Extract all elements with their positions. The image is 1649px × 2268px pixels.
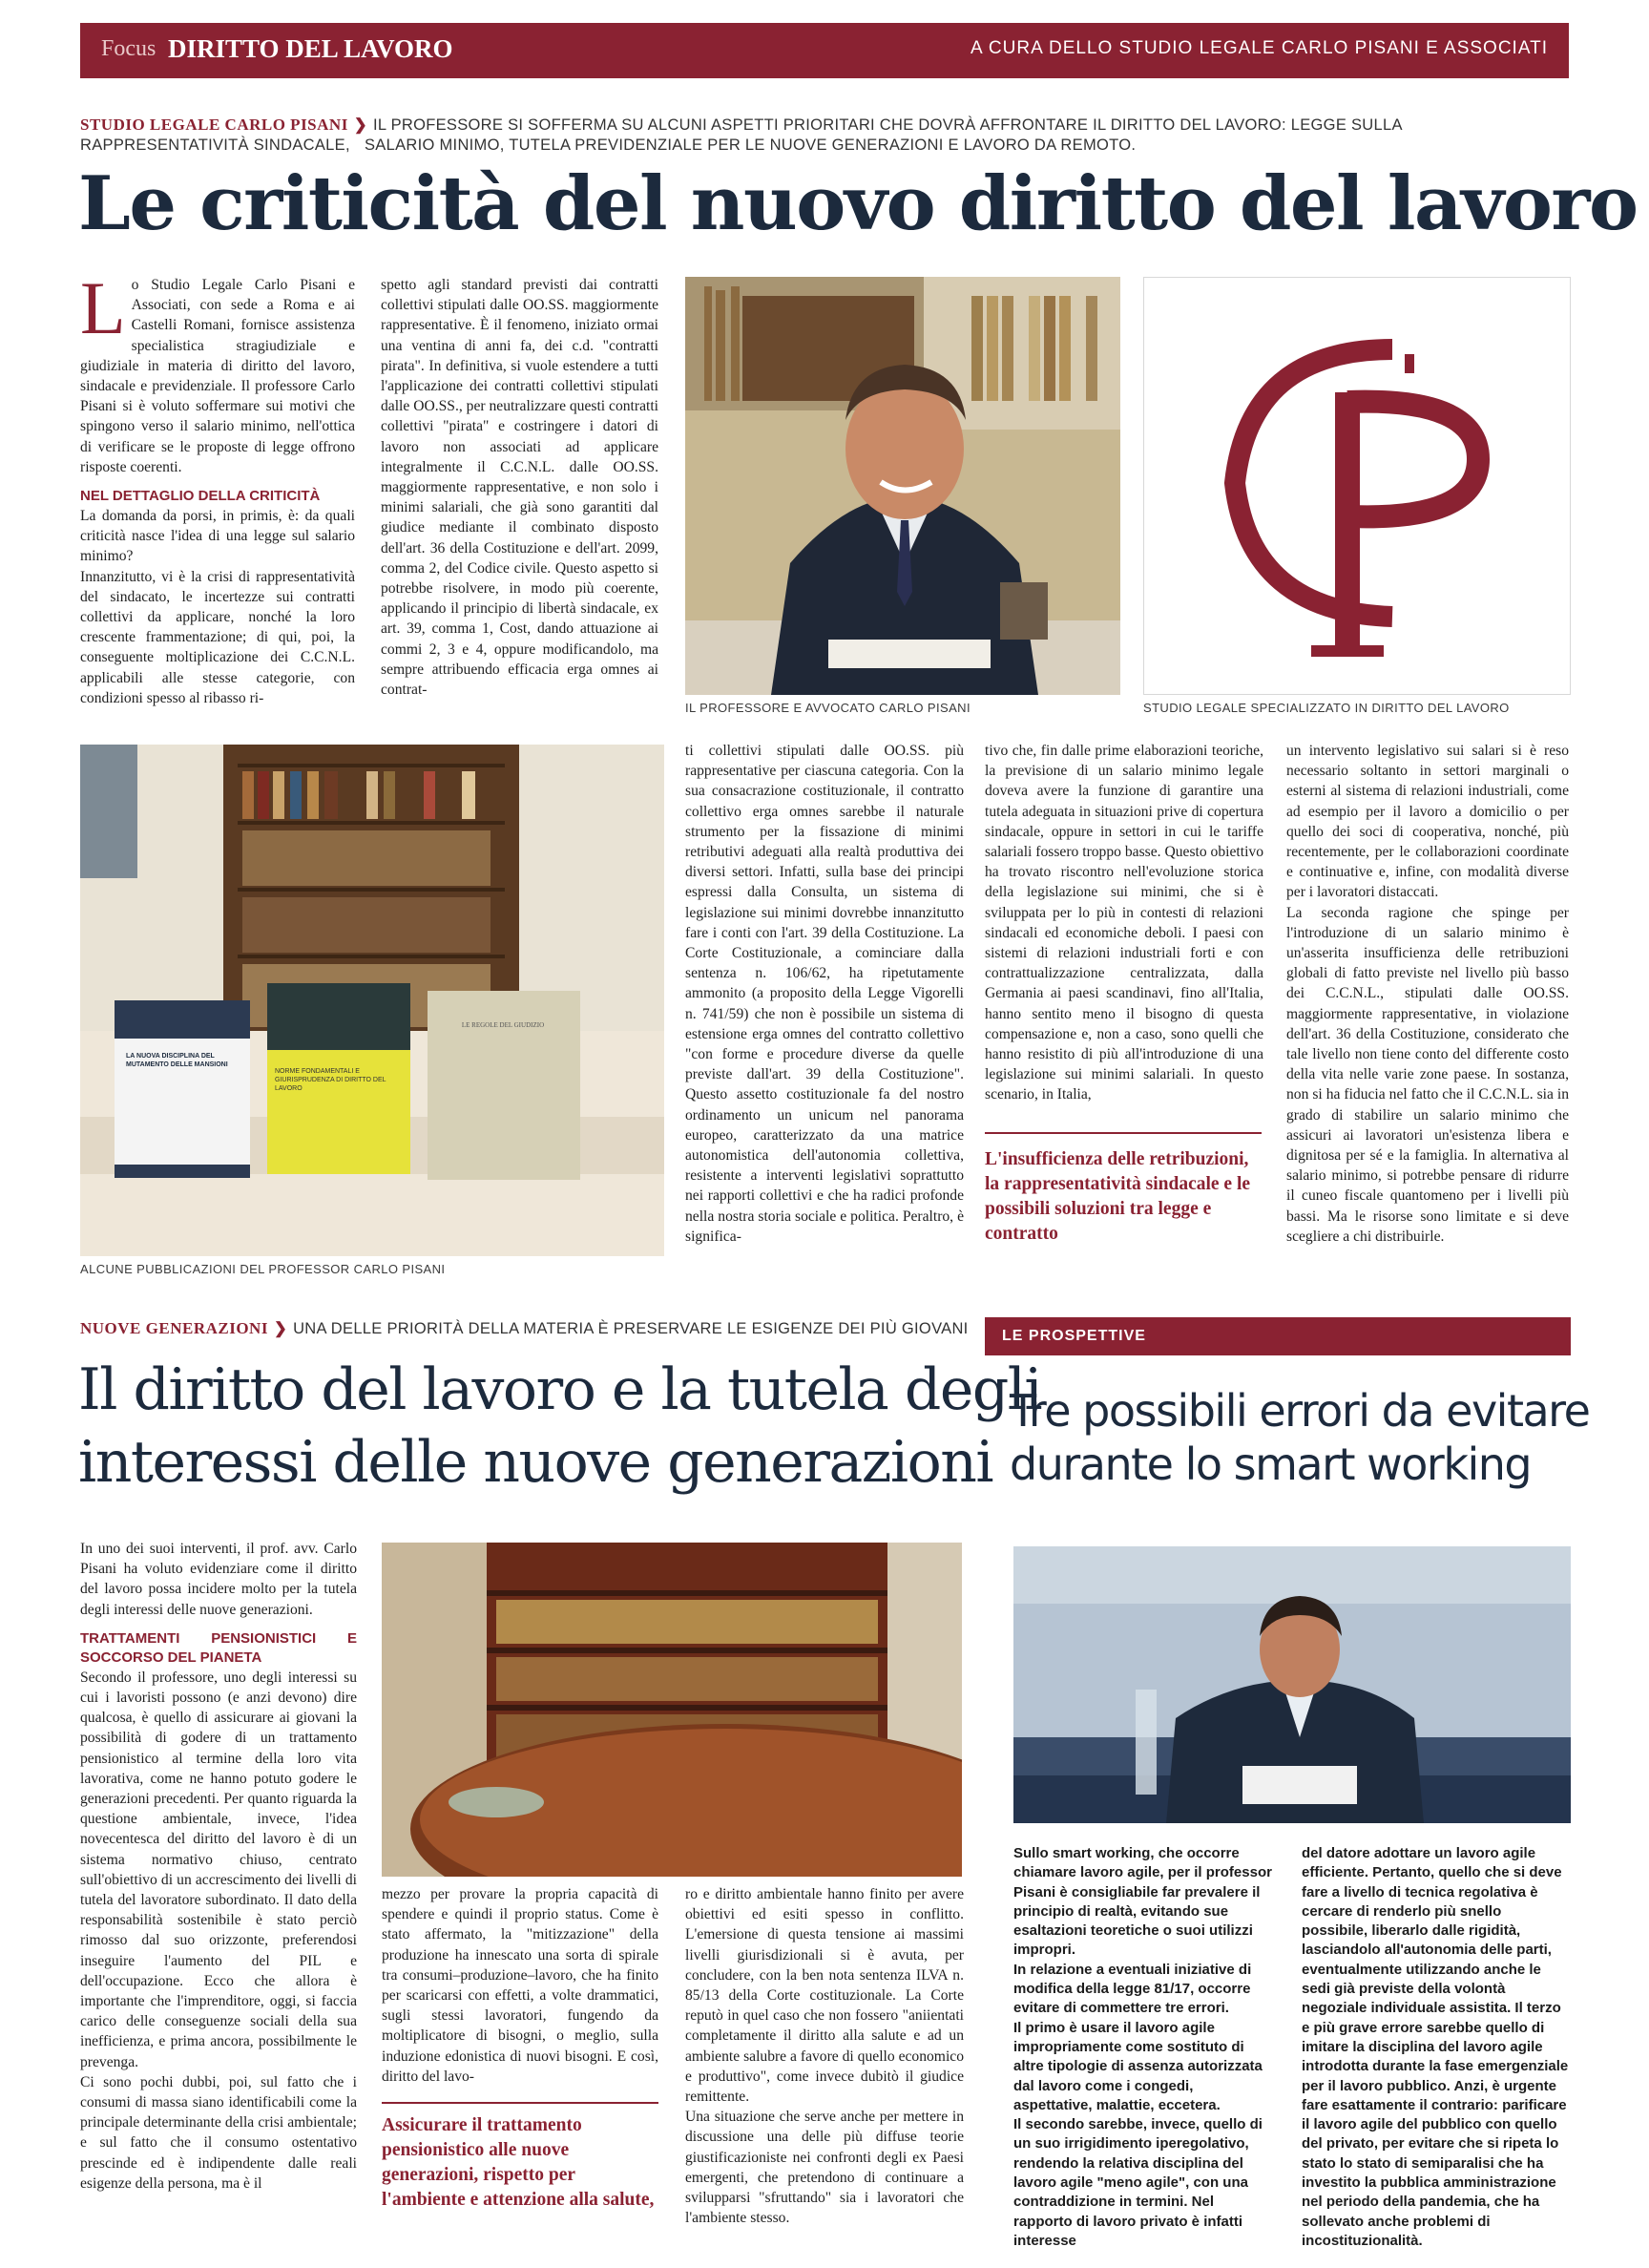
article1-column-1	[80, 266, 355, 708]
office-photo	[382, 1543, 962, 1877]
books-illustration	[80, 745, 664, 1256]
header-right-text: A CURA DELLO STUDIO LEGALE CARLO PISANI E ASSOCIATI	[971, 38, 1548, 58]
article2-headline-line1: Il diritto del lavoro e la tutela degli	[78, 1356, 1042, 1423]
article2-headline-line2: interessi delle nuove generazioni	[78, 1429, 993, 1496]
article2-pull-quote: Assicurare il trattamento pensionistico alle nuove generazioni, rispetto per l'ambiente e attenzione alla salute,	[382, 2115, 655, 2210]
speaker-illustration	[1013, 1546, 1571, 1823]
article2-col1-p1: In uno dei suoi interventi, il prof. avv. Carlo Pisani ha voluto evidenziare come il diritto del lavoro possa incidere molto per la tutela degli interessi delle nuove generazioni.	[80, 1541, 357, 1618]
section-header-bar	[80, 23, 1569, 78]
article1-pull-quote: L'insufficienza delle retribuzioni, la rappresentatività sindacale e le possibili soluzioni tra legge e contratto	[985, 1149, 1251, 1244]
portrait-photo	[685, 277, 1120, 695]
article2-col1-p3: Ci sono pochi dubbi, poi, sul fatto che i consumi di massa siano identificabili come la principale determinante della crisi ambientale; e sul fatto che il consumo ostentativo prescinde ed è indipendente dalle reali esigenze della persona, ma è il	[80, 2073, 357, 2192]
article1-col5-p1: un intervento legislativo sui salari si è reso necessario soltanto in settori marginali o esterni al sistema di relazioni industriali, come ad esempio per il lavoro a domicilio o per quello dei soci di cooperativa, nonché, più recentemente, per le collaborazioni coordinate e continuative e, infine, con modalità diverse per i lavoratori distaccati.	[1286, 743, 1569, 901]
pull-quote-rule	[985, 1132, 1262, 1134]
article1-column-4: tivo che, fin dalle prime elaborazioni teoriche, la previsione di un salario minimo legale doveva avere la funzione di garantire una tutela adeguata in situazioni prive di copertura sindacale, oppure in settori in cui le tariffe salariali fossero troppo basse. Questo obiettivo ha trovato riscontro nell'evoluzione storica della legislazione sui minimi, che si è sviluppata per lo più in contesti di relazioni sindacali ed economiche deboli. I paesi con sistemi di relazioni industriali forti e con contrattualizzazione centralizzata, dalla Germania ai paesi scandinavi, fino all'Italia, hanno sentito meno il bisogno di questa compensazione e, non a caso, sono quelli che hanno resistito di più all'introduzione di una legislazione sui minimi salariali. In questo scenario, in Italia,	[985, 743, 1263, 1103]
speaker-photo	[1013, 1546, 1571, 1823]
article2-column-2: mezzo per provare la propria capacità di spendere e quindi il proprio status. Come è stato affermato, la "mitizzazione" della produzione ha innescato una sorta di spirale tra consumi–produzione–lavoro, che ha finito per scaricarsi con effetti, a volte drammatici, sugli stessi lavoratori, fungendo da moltiplicatore di bisogni, o meglio, sulla induzione edonistica di nuovi bisogni. E così, diritto del lavo-	[382, 1886, 658, 2085]
pull-quote-rule	[382, 2102, 658, 2104]
article1-intro: o Studio Legale Carlo Pisani e Associati, con sede a Roma e ai Castelli Romani, fornisce assistenza specialistica stragiudiziale e giudiziale in materia di diritto del lavoro, sindacale e previdenziale. Il professore Carlo Pisani si è voluto soffermare sui motivi che spingono verso il salario minimo, nell'ottica di verificare se le proposte di legge offrono risposte coerenti.	[80, 277, 355, 475]
chevron-right-icon: ❯	[273, 1320, 288, 1337]
article3-tag: LE PROSPETTIVE	[1002, 1328, 1146, 1344]
article3-headline-line1: Tre possibili errori da evitare	[1010, 1385, 1590, 1437]
firm-logo	[1143, 277, 1571, 695]
dropcap: L	[80, 266, 126, 349]
article2-kicker-text: UNA DELLE PRIORITÀ DELLA MATERIA È PRESERVARE LE ESIGENZE DEI PIÙ GIOVANI	[293, 1320, 969, 1337]
article1-subheading: NEL DETTAGLIO DELLA CRITICITÀ	[80, 488, 321, 505]
books-photo	[80, 745, 664, 1256]
book2-title: NORME FONDAMENTALI E GIURISPRUDENZA DI DIRITTO DEL LAVORO	[275, 1068, 386, 1092]
cp-logo-icon	[1144, 278, 1571, 695]
article2-kicker	[80, 1318, 996, 1339]
article3-headline-line2: durante lo smart working	[1010, 1438, 1532, 1490]
chevron-right-icon: ❯	[353, 116, 367, 134]
article1-column-5	[1286, 741, 1569, 1247]
article1-column-2: spetto agli standard previsti dai contratti collettivi stipulati dalle OO.SS. maggiormente rappresentative. È il fenomeno, iniziato ormai una ventina di anni fa, dei c.d. "contratti pirata". In definitiva, si vuole estendere a tutti l'applicazione dei contratti collettivi stipulati dalle OO.SS., per neutralizzare questi contratti collettivi "pirata" e costringere i datori di lavoro non associati ad applicare integralmente il C.C.N.L. dalle OO.SS. maggiormente rappresentative, e non solo i minimi salariali, che già sono garantiti dal giudice mediante il combinato disposto dell'art. 36 della Costituzione e dell'art. 2099, comma 2, del Codice civile. Questo aspetto si potrebbe risolvere, in modo più coerente, applicando il principio di libertà sindacale, ex art. 39, comma 1, Cost, dando attuazione ai commi 2, 3 e 4, oppure modificandolo, ma sempre attribuendo efficacia erga omnes ai contrat-	[381, 277, 658, 699]
article1-headline: Le criticità del nuovo diritto del lavoro	[78, 160, 1638, 247]
article2-col3-p1: ro e diritto ambientale hanno finito per avere obiettivi ed esiti spesso in conflitto. L'emersione di questa tensione ai massimi livelli giurisdizionali si è avuta, per concludere, con la ben nota sentenza ILVA n. 85/13 della Corte costituzionale. La Corte reputò in quel caso che non fossero "aniientati completamente il diritto alla salute e ad un ambiente salubre a favore di quello economico e produttivo", come invece dubitò il giudice remittente.	[685, 1886, 964, 2106]
article3-column-2: del datore adottare un lavoro agile efficiente. Pertanto, quello che si deve fare a livello di tecnica regolativa è cercare di renderlo più snello possibile, liberarlo dalle rigidità, lasciandolo all'autonomia delle parti, eventualmente utilizzando anche le sedi già previste della volontà negoziale individuale assistita. Il terzo e più grave errore sarebbe quello di imitare la disciplina del lavoro agile introdotta durante la fase emergenziale per il lavoro pubblico. Anzi, è urgente fare esattamente il contrario: parificare il lavoro agile del pubblico con quello del privato, per evitare che si ripeta lo stato lo stato di semiparalisi che ha investito la pubblica amministrazione nel periodo della pandemia, che ha sollevato anche problemi di incostituzionalità.	[1302, 1845, 1569, 2249]
portrait-caption: IL PROFESSORE E AVVOCATO CARLO PISANI	[685, 701, 971, 715]
article2-col3-p2: Una situazione che serve anche per mettere in discussione una delle più diffuse teorie giustificazioniste nei confronti degli ex Paesi emergenti, che pretendono di continuare a svilupparsi "sfruttando" sia i lavoratori che l'ambiente stesso.	[685, 2109, 964, 2227]
book3-title: LE REGOLE DEL GIUDIZIO	[461, 1021, 545, 1029]
article2-kicker-label: NUOVE GENERAZIONI	[80, 1319, 268, 1337]
article1-col1-p3: Innanzitutto, vi è la crisi di rappresentatività del sindacato, le incertezze sui contratti collettivi da applicare, nonché la loro crescente frammentazione; di qui, poi, la conseguente moltiplicazione dei C.C.N.L. applicabili alle stesse categorie, con condizioni spesso al ribasso ri-	[80, 568, 355, 706]
office-illustration	[382, 1543, 962, 1877]
book1-title: LA NUOVA DISCIPLINA DEL MUTAMENTO DELLE MANSIONI	[126, 1053, 228, 1068]
article2-column-1	[80, 1539, 357, 2194]
article3-column-1: Sullo smart working, che occorre chiamare lavoro agile, per il professor Pisani è consigliabile far prevalere il principio di realtà, evitando sue esaltazioni teoretiche o suoi utilizzi impropri. In relazione a eventuali iniziative di modifica della legge 81/17, occorre evitare di commettere tre errori. Il primo è usare il lavoro agile impropriamente come sostituto di altre tipologie di assenza autorizzata dal lavoro come i congedi, aspettative, malattie, eccetera. Il secondo sarebbe, invece, quello di un suo irrigidimento iperegolativo, rendendo la relativa disciplina del lavoro agile "meno agile", con una contraddizione in termini. Nel rapporto di lavoro privato è infatti interesse	[1013, 1845, 1272, 2249]
header-section-title: DIRITTO DEL LAVORO	[168, 34, 453, 63]
logo-caption: STUDIO LEGALE SPECIALIZZATO IN DIRITTO DEL LAVORO	[1143, 701, 1510, 715]
article1-kicker-line1: IL PROFESSORE SI SOFFERMA SU ALCUNI ASPETTI PRIORITARI CHE DOVRÀ AFFRONTARE IL DIRITTO DEL LAVORO: LEGGE SULLA RAPPRESENTATIVITÀ SINDACALE,	[80, 116, 1402, 154]
books-caption: ALCUNE PUBBLICAZIONI DEL PROFESSOR CARLO PISANI	[80, 1262, 446, 1276]
article2-column-3	[685, 1884, 964, 2228]
header-focus: Focus	[101, 36, 157, 61]
article1-kicker-line2: SALARIO MINIMO, TUTELA PREVIDENZIALE PER LE NUOVE GENERAZIONI E LAVORO DA REMOTO.	[365, 136, 1137, 154]
article1-kicker-label: STUDIO LEGALE CARLO PISANI	[80, 116, 348, 134]
article1-col5-p2: La seconda ragione che spinge per l'introduzione di un salario minimo è un'asserita insufficienza delle retribuzioni globali di fatto previste nel livello più basso dei C.C.N.L., stipulati dalle OO.SS. maggiormente rappresentative, in violazione dell'art. 36 della Costituzione, considerato che tale livello non tiene conto del differente costo della vita nelle varie zone paese. In sostanza, non si ha fiducia nel fatto che il C.C.N.L. sia in grado di stabilire un salario minimo che assicuri ai lavoratori un'esistenza libera e dignitosa per sé e la famiglia. In alternativa al salario minimo, si potrebbe pensare di ridurre il cuneo fiscale quantomeno per i livelli più bassi. Ma le risorse sono limitate e si deve scegliere a chi distribuirle.	[1286, 904, 1569, 1245]
article1-column-3: ti collettivi stipulati dalle OO.SS. più rappresentative per ciascuna categoria. Con la sua consacrazione costituzionale, il contratto collettivo erga omnes sarebbe il naturale strumento per la fissazione di minimi retributivi adeguati alla realtà produttiva dei diversi settori. Infatti, sulla base dei principi espressi dalla Consulta, un sistema di legislazione sui minimi dovrebbe innanzitutto fare i conti con l'art. 39 della Costituzione. La Corte Costituzionale, a cominciare dalla sentenza n. 106/62, ha ripetutamente ammonito (a proposito della Legge Vigorelli n. 741/59) che non è possibile un sistema di estensione erga omnes del contratto collettivo "con forme e procedure diverse da quelle previste dall'art. 39 della Costituzione". Questo assetto costituzionale fa del nostro ordinamento un unicum nel panorama europeo, caratterizzato da una matrice autonomistica dell'autonomia collettiva, resistente a interventi legislativi soprattutto nei rapporti collettivi e che ha radici profonde nella nostra storia sociale e politica. Peraltro, è significa-	[685, 743, 964, 1245]
article1-col1-p2: La domanda da porsi, in primis, è: da quali criticità nasce l'idea di una legge sul salario minimo?	[80, 508, 355, 565]
article2-col1-p2: Secondo il professore, uno degli interessi su cui i lavoristi possono (e anzi devono) dire qualcosa, è quello di assicurare ai giovani la possibilità di godere di un trattamento pensionistico al termine della loro vita lavorativa, come ne hanno potuto godere le generazioni precedenti. Per quanto riguarda la questione ambientale, invece, l'idea novecentesca del diritto del lavoro è di un sistema normativo chiuso, centrato sull'obiettivo di un accrescimento dei livelli di tutela del lavoratore subordinato. Il dato della responsabilità sostenibile è stato perciò rimosso dal suo orizzonte, preferendosi inseguire l'aumento del PIL e dell'occupazione. Ecco che allora è importante che l'imprenditore, oggi, si faccia carico delle conseguenze sociali della sua inefficienza, e prima ancora, possibilmente le prevenga.	[80, 1669, 357, 2070]
article3-tag-bar	[985, 1317, 1571, 1355]
article2-subheading: TRATTAMENTI PENSIONISTICI E SOCCORSO DEL PIANETA	[80, 1629, 357, 1666]
portrait-illustration	[685, 277, 1120, 695]
